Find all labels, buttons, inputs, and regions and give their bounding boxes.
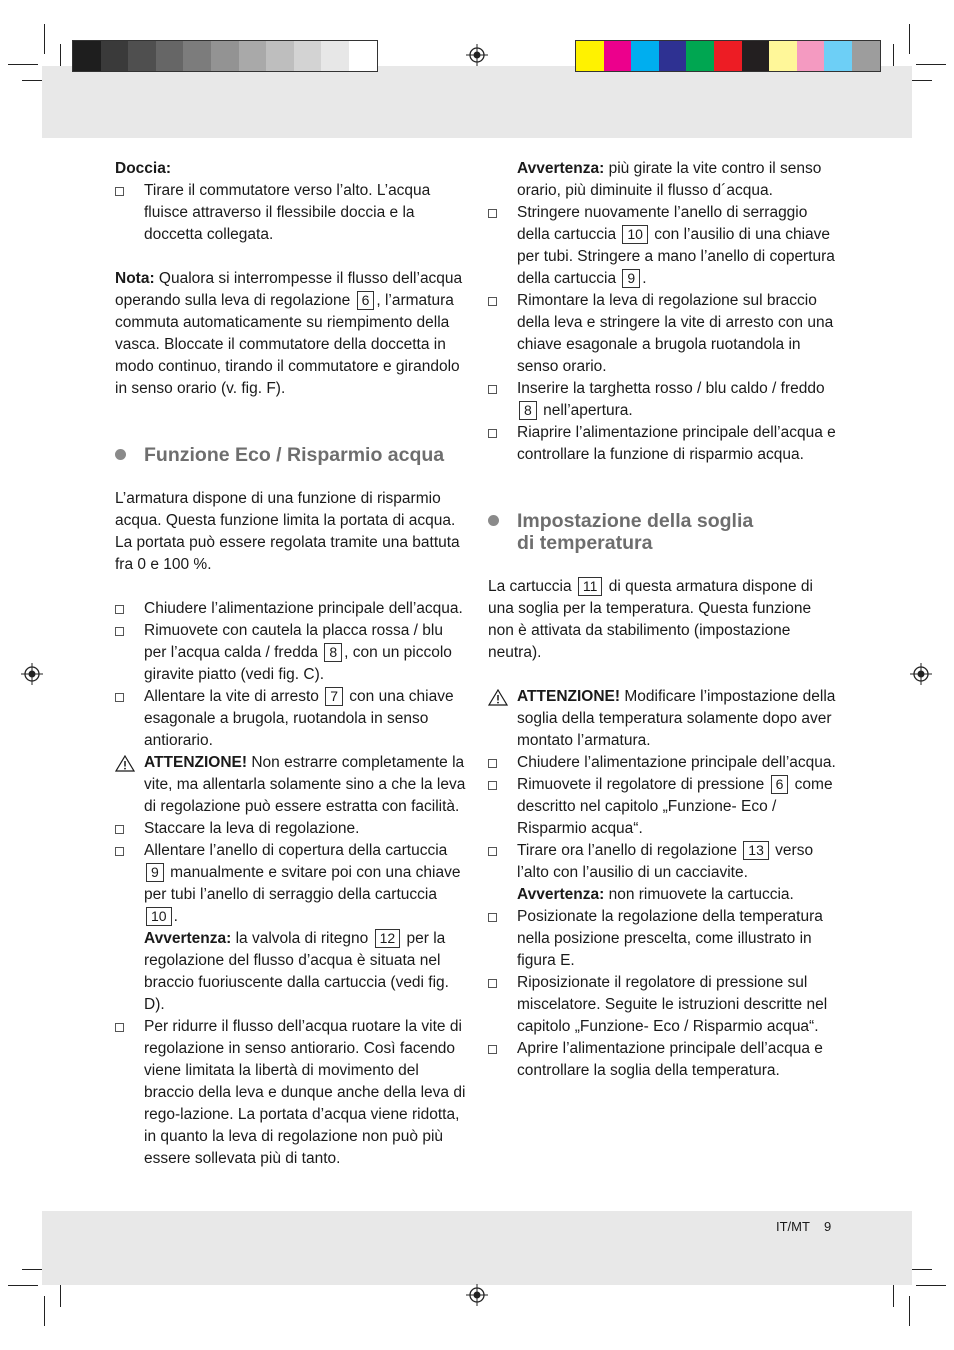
crop-mark [912,80,932,81]
right-column [488,158,840,1082]
doccia-title: Doccia: [115,160,171,177]
color-swatch [321,41,349,71]
language-code: IT/MT [776,1219,810,1234]
checkbox-bullet-icon [488,429,497,438]
page-number: 9 [823,1219,832,1234]
header-band [42,66,912,138]
color-swatch [294,41,322,71]
list-item: Rimontare la leva di regolazione sul braccio della leva e stringere la vite di arresto con una chiave esagonale a brugola ruotandola in senso orario. [488,290,840,378]
warning-item: ATTENZIONE! Non estrarre completamente la vite, ma allentarla solamente sino a che la leva di regolazione può essere estratta con facilità. [115,752,467,818]
advice-paragraph: Avvertenza: più girate la vite contro il senso orario, più diminuite il flusso d´acqua. [517,160,822,199]
color-swatch [742,41,770,71]
checkbox-bullet-icon [115,825,124,834]
crop-mark [60,1285,61,1307]
color-swatch [73,41,101,71]
checkbox-bullet-icon [488,385,497,394]
color-swatch [101,41,129,71]
list-item: Allentare l’anello di copertura della cartuccia 9 manualmente e svitare poi con una chiave per tubi l’anello di serraggio della cartuccia 10 . Avvertenza: la valvola di ritegno 12 per la regolazione del flusso d’acqua è situata nel braccio fuoriuscente dalla cartuccia (vedi fig. D). [115,840,467,1016]
list-item: Rimuovete il regolatore di pressione 6 come descritto nel capitolo „Funzione- Eco / Risparmio acqua“. [488,774,840,840]
color-swatch [604,41,632,71]
section-heading: Impostazione della soglia di temperatura [488,510,840,554]
left-column [115,158,467,1170]
list-item: Stringere nuovamente l’anello di serraggio della cartuccia 10 con l’ausilio di una chiave per tubi. Stringere a mano l’anello di copertura della cartuccia 9 . [488,202,840,290]
note-paragraph: Nota: Qualora si interrompesse il flusso dell’acqua operando sulla leva di regolazione 6 , l’armatura commuta automaticamente su riempimento della vasca. Bloccate il commutatore della doccetta in modo continuo, tirando il commutatore e girandolo in senso orario (v. fig. F). [115,270,463,397]
crop-mark [44,1296,45,1326]
crop-mark [8,1285,38,1286]
list-item: Inserire la targhetta rosso / blu caldo / freddo 8 nell’apertura. [488,378,840,422]
crop-mark [22,80,42,81]
part-ref: 10 [622,225,648,244]
color-swatch [824,41,852,71]
checkbox-bullet-icon [115,605,124,614]
part-ref: 10 [146,907,172,926]
part-ref: 13 [743,841,769,860]
list-item: Chiudere l’alimentazione principale dell’acqua. [488,752,840,774]
color-swatch [211,41,239,71]
color-swatch [576,41,604,71]
section-heading: Funzione Eco / Risparmio acqua [115,444,467,466]
list-item: Rimuovete con cautela la placca rossa / blu per l’acqua calda / fredda 8 , con un piccolo giravite piatto (vedi fig. C). [115,620,467,686]
part-ref: 8 [519,401,537,420]
color-swatch [239,41,267,71]
heading-dot-icon [115,449,126,460]
list-item: Staccare la leva di regolazione. [115,818,467,840]
crop-mark [916,64,946,65]
list-item: Posizionate la regolazione della temperatura nella posizione prescelta, come illustrato in figura E. [488,906,840,972]
crop-mark [909,24,910,54]
color-swatch [183,41,211,71]
warning-triangle-icon [115,755,135,772]
checkbox-bullet-icon [115,1023,124,1032]
part-ref: 12 [375,929,401,948]
part-ref: 11 [578,577,603,596]
color-swatch [852,41,880,71]
checkbox-bullet-icon [488,979,497,988]
part-ref: 6 [357,291,375,310]
checkbox-bullet-icon [488,1045,497,1054]
checkbox-bullet-icon [115,693,124,702]
crop-mark [893,1285,894,1307]
crop-mark [916,1285,946,1286]
crop-mark [8,64,38,65]
list-item: Tirare ora l’anello di regolazione 13 verso l’alto con l’ausilio di un cacciavite. Avvertenza: non rimuovete la cartuccia. [488,840,840,906]
part-ref: 6 [771,775,789,794]
grayscale-bar [72,40,378,72]
page-footer [776,1219,831,1234]
color-swatch [266,41,294,71]
checkbox-bullet-icon [115,187,124,196]
checkbox-bullet-icon [115,627,124,636]
crop-mark [44,24,45,54]
checkbox-bullet-icon [488,209,497,218]
registration-mark-icon [466,1284,488,1306]
checkbox-bullet-icon [488,847,497,856]
part-ref: 7 [325,687,343,706]
warning-item: ATTENZIONE! Modificare l’impostazione della soglia della temperatura solamente dopo aver montato l’armatura. [488,686,840,752]
checkbox-bullet-icon [488,297,497,306]
color-bar [575,40,881,72]
color-swatch [349,41,377,71]
list-item: Riposizionate il regolatore di pressione sul miscelatore. Seguite le istruzioni descritte nel capitolo „Funzione- Eco / Risparmio acqua“. [488,972,840,1038]
checkbox-bullet-icon [488,913,497,922]
registration-mark-icon [21,663,43,685]
color-swatch [686,41,714,71]
list-item: Per ridurre il flusso dell’acqua ruotare la vite di regolazione in senso antiorario. Così facendo viene limitata la libertà di movimento del braccio della leva e dunque anche della leva di rego-lazione. La portata d’acqua viene ridotta, in quanto la leva di regolazione non può più essere sollevata più di tanto. [115,1016,467,1170]
crop-mark [909,1296,910,1326]
checkbox-bullet-icon [488,781,497,790]
list-item: Tirare il commutatore verso l’alto. L’acqua fluisce attraverso il flessibile doccia e la doccetta collegata. [115,180,467,246]
part-ref: 9 [622,269,640,288]
crop-mark [60,44,61,66]
crop-mark [912,1269,932,1270]
registration-mark-icon [910,663,932,685]
part-ref: 9 [146,863,164,882]
color-swatch [769,41,797,71]
intro-paragraph: L’armatura dispone di una funzione di risparmio acqua. Questa funzione limita la portata di acqua. La portata può essere regolata tramite una battuta fra 0 e 100 %. [115,490,460,573]
heading-dot-icon [488,515,499,526]
color-swatch [631,41,659,71]
color-swatch [797,41,825,71]
list-item: Aprire l’alimentazione principale dell’acqua e controllare la soglia della temperatura. [488,1038,840,1082]
crop-mark [893,44,894,66]
color-swatch [714,41,742,71]
checkbox-bullet-icon [115,847,124,856]
checkbox-bullet-icon [488,759,497,768]
list-item: Chiudere l’alimentazione principale dell’acqua. [115,598,467,620]
list-item: Allentare la vite di arresto 7 con una chiave esagonale a brugola, ruotandola in senso antiorario. [115,686,467,752]
list-item: Riaprire l’alimentazione principale dell’acqua e controllare la funzione di risparmio acqua. [488,422,840,466]
warning-triangle-icon [488,689,508,706]
color-swatch [156,41,184,71]
intro-paragraph: La cartuccia 11 di questa armatura dispone di una soglia per la temperatura. Questa funzione non è attivata da stabilimento (impostazione neutra). [488,578,813,661]
part-ref: 8 [324,643,342,662]
registration-mark-icon [466,44,488,66]
color-swatch [659,41,687,71]
crop-mark [22,1269,42,1270]
color-swatch [128,41,156,71]
